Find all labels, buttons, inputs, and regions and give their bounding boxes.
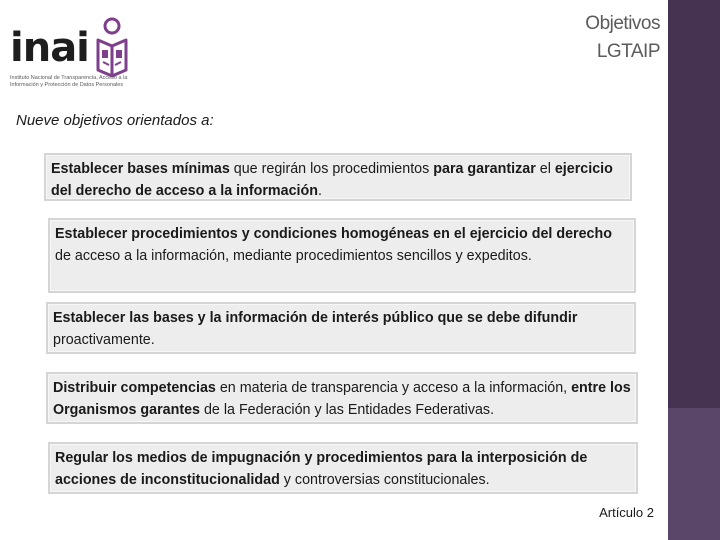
objective-1-bold-3: ejercicio del derecho de acceso a la información xyxy=(51,161,613,199)
objective-box-5 xyxy=(48,442,638,494)
title-line-1: Objetivos xyxy=(585,13,660,34)
title-line-2: LGTAIP xyxy=(596,41,660,62)
objective-1-bold-1: Establecer bases mínimas xyxy=(51,161,230,177)
sidebar-accent-block xyxy=(668,408,720,540)
logo-wordmark: inai xyxy=(10,25,89,71)
inai-reader-icon xyxy=(92,16,132,78)
objective-box-2 xyxy=(48,218,636,293)
article-reference: Artículo 2 xyxy=(599,505,654,520)
objective-box-1 xyxy=(44,153,632,201)
objective-4-bold-2: entre los Organismos garantes xyxy=(53,380,631,418)
objective-1-bold-2: para garantizar xyxy=(433,161,536,177)
intro-text: Nueve objetivos orientados a: xyxy=(16,112,214,129)
objective-3-bold-1: Establecer las bases y la información de interés público que se debe difundir xyxy=(53,310,578,326)
objective-1-text-3: . xyxy=(317,183,322,199)
objective-4-text-1: en materia de transparencia y acceso a la información, xyxy=(215,380,572,396)
slide-title xyxy=(460,10,660,66)
objective-1-text-1: que regirán los procedimientos xyxy=(229,161,434,177)
objective-2-text-1: de acceso a la información, mediante procedimientos sencillos y expeditos. xyxy=(55,248,532,264)
objective-box-4 xyxy=(46,372,638,424)
objective-1-text-2: el xyxy=(535,161,555,177)
objective-3-text-1: proactivamente. xyxy=(53,332,155,348)
objective-5-bold-1: Regular los medios de impugnación y procedimientos para la interposición de acciones de inconstitucionalidad xyxy=(55,450,588,488)
logo-tagline: Instituto Nacional de Transparencia, Acceso a la Información y Protección de Datos Personales xyxy=(10,75,128,88)
objective-4-text-2: de la Federación y las Entidades Federativas. xyxy=(200,402,495,418)
objective-box-3 xyxy=(46,302,636,354)
objective-5-text-1: y controversias constitucionales. xyxy=(279,472,490,488)
objective-4-bold-1: Distribuir competencias xyxy=(53,380,216,396)
inai-logo xyxy=(8,14,158,94)
objective-2-bold-1: Establecer procedimientos y condiciones homogéneas en el ejercicio del derecho xyxy=(55,226,612,242)
